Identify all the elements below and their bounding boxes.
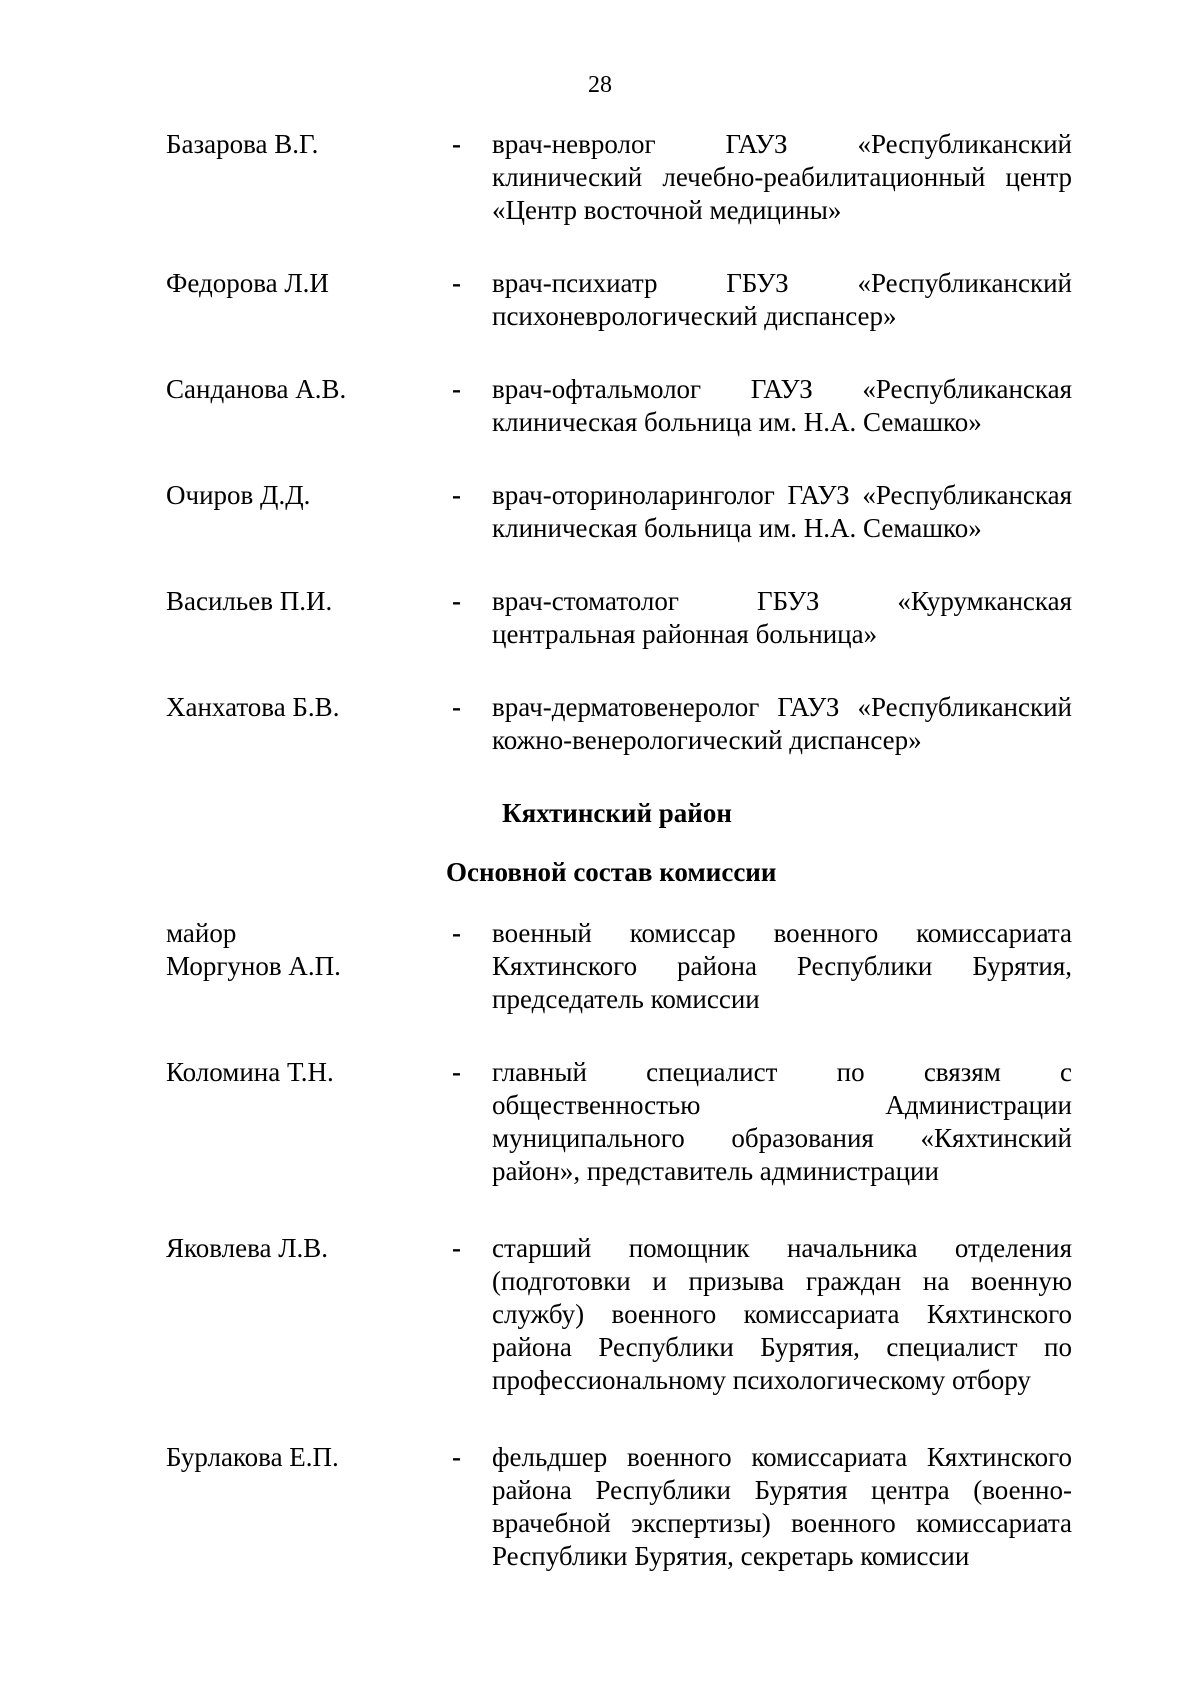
member-name: Санданова А.В. [166, 374, 347, 404]
member-entry [166, 479, 1076, 545]
composition-heading: Основной состав комиссии [446, 857, 777, 887]
member-name: Бурлакова Е.П. [166, 1442, 339, 1472]
member-description: старший помощник начальника отделения (подготовки и призыва граждан на военную службу) военного комиссариата Кяхтинского района Республики Бурятия, специалист по профессиональному психологическому отбору [492, 1233, 1072, 1395]
member-entry [166, 1232, 1076, 1397]
member-dash: - [452, 586, 461, 616]
member-entry [166, 267, 1076, 333]
member-name: Ханхатова Б.В. [166, 692, 340, 722]
member-entry [166, 691, 1076, 757]
member-entry [166, 373, 1076, 439]
member-entry [166, 1056, 1076, 1188]
member-name: Очиров Д.Д. [166, 480, 311, 510]
member-name: Коломина Т.Н. [166, 1057, 334, 1087]
member-name: Яковлева Л.В. [166, 1233, 329, 1263]
member-description: главный специалист по связям с общественностью Администрации муниципального образования «Кяхтинский район», представитель администрации [492, 1057, 1072, 1186]
member-name: Федорова Л.И [166, 268, 329, 298]
member-description: военный комиссар военного комиссариата Кяхтинского района Республики Бурятия, председатель комиссии [492, 918, 1072, 1014]
member-dash: - [452, 692, 461, 722]
member-dash: - [452, 129, 461, 159]
district-heading: Кяхтинский район [502, 798, 732, 828]
member-entry [166, 1441, 1076, 1573]
member-description: врач-психиатр ГБУЗ «Республиканский психоневрологический диспансер» [492, 268, 1072, 331]
member-description: врач-офтальмолог ГАУЗ «Республиканская клиническая больница им. Н.А. Семашко» [492, 374, 1072, 437]
member-name: майор Моргунов А.П. [166, 918, 341, 981]
member-entry [166, 917, 1076, 1016]
document-body [166, 128, 1076, 1573]
member-dash: - [452, 374, 461, 404]
member-description: врач-стоматолог ГБУЗ «Курумканская центральная районная больница» [492, 586, 1072, 649]
member-dash: - [452, 268, 461, 298]
member-description: фельдшер военного комиссариата Кяхтинского района Республики Бурятия центра (военно-врачебной экспертизы) военного комиссариата Республики Бурятия, секретарь комиссии [492, 1442, 1072, 1571]
member-description: врач-невролог ГАУЗ «Республиканский клинический лечебно-реабилитационный центр «Центр восточной медицины» [492, 129, 1072, 225]
member-dash: - [452, 1442, 461, 1472]
member-entry [166, 128, 1076, 227]
member-name: Васильев П.И. [166, 586, 333, 616]
member-dash: - [452, 480, 461, 510]
member-dash: - [452, 918, 461, 948]
member-entry [166, 585, 1076, 651]
member-description: врач-оториноларинголог ГАУЗ «Республиканская клиническая больница им. Н.А. Семашко» [492, 480, 1072, 543]
member-description: врач-дерматовенеролог ГАУЗ «Республиканский кожно-венерологический диспансер» [492, 692, 1072, 755]
page-number: 28 [588, 72, 612, 98]
member-dash: - [452, 1057, 461, 1087]
member-dash: - [452, 1233, 461, 1263]
member-name: Базарова В.Г. [166, 129, 319, 159]
